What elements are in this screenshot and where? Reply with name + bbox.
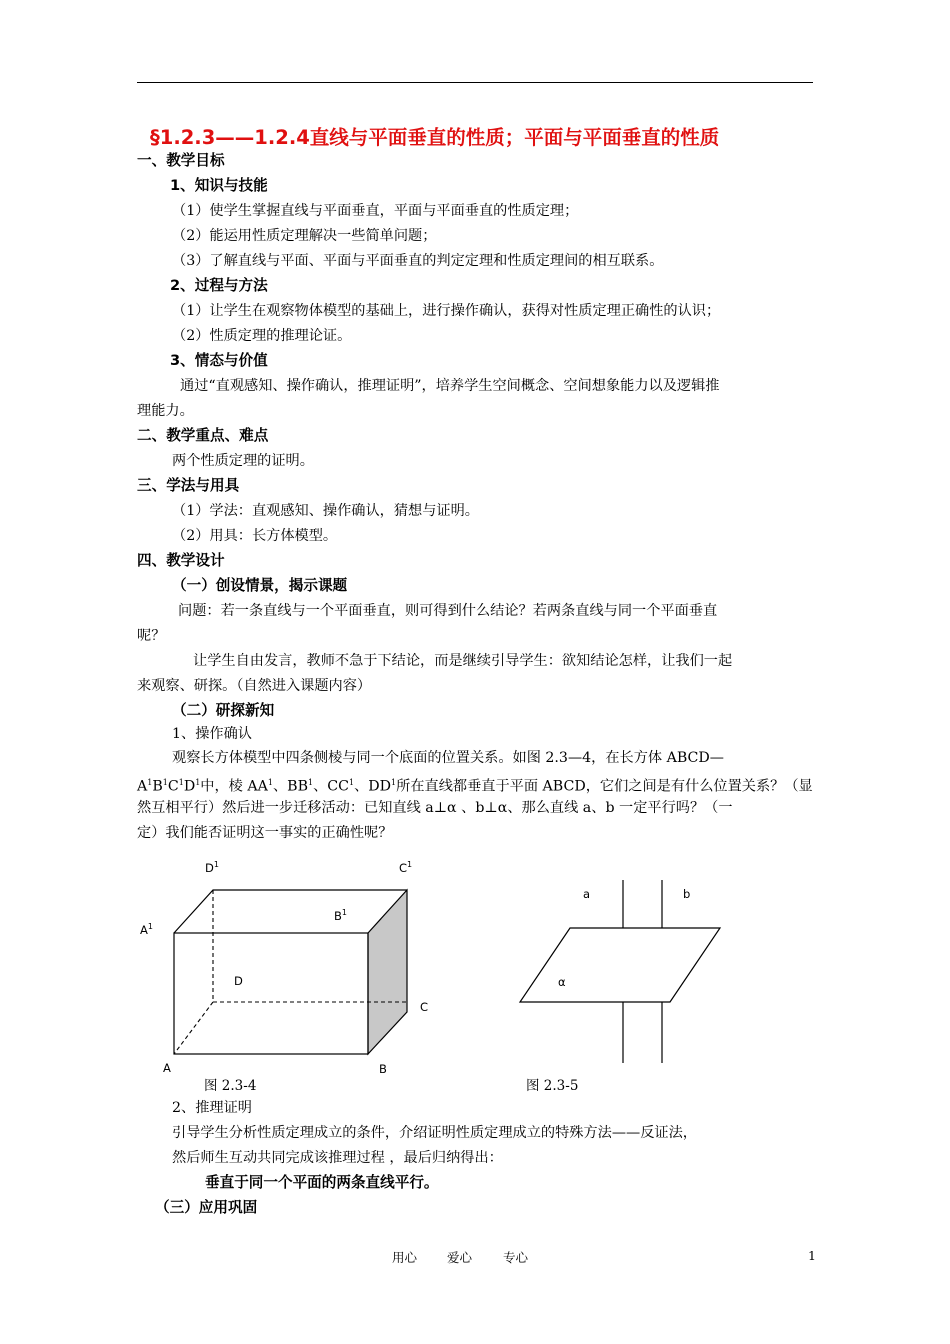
label-d1: $D^1$: [205, 860, 219, 875]
section-heading-1: 一、教学目标: [137, 152, 225, 169]
knowledge-item-1: （1）使学生掌握直线与平面垂直，平面与平面垂直的性质定理；: [172, 203, 579, 219]
key-points-text: 两个性质定理的证明。: [172, 453, 314, 469]
page-number: 1: [808, 1248, 816, 1263]
knowledge-item-2: （2）能运用性质定理解决一些简单问题；: [172, 228, 437, 244]
footer-mid: 爱心: [447, 1250, 473, 1265]
label-a: A: [163, 1061, 171, 1075]
process-heading: 2、过程与方法: [170, 277, 268, 294]
knowledge-heading: 1、知识与技能: [170, 177, 268, 194]
subsection-3-heading: （三）应用巩固: [155, 1199, 258, 1216]
method-item-1: （1）学法：直观感知、操作确认，猜想与证明。: [172, 503, 479, 519]
label-c1: $C^1$: [399, 860, 413, 875]
page-title: §1.2.3——1.2.4直线与平面垂直的性质；平面与平面垂直的性质: [150, 126, 720, 149]
footer-right: 专心: [503, 1250, 529, 1265]
label-c: C: [420, 1000, 429, 1014]
response-text-2: 来观察、研探。（自然进入课题内容）: [137, 678, 372, 694]
section-heading-2: 二、教学重点、难点: [137, 427, 269, 444]
method-item-2: （2）用具：长方体模型。: [172, 528, 338, 544]
section-heading-4: 四、教学设计: [137, 552, 225, 569]
figure-cuboid: [130, 850, 450, 1084]
label-d: D: [234, 974, 243, 988]
plane-alpha: [520, 928, 720, 1002]
cuboid-side-face: [368, 890, 407, 1054]
process-item-2: （2）性质定理的推理论证。: [172, 328, 352, 344]
label-alpha: α: [558, 975, 566, 989]
proof-text-1: 引导学生分析性质定理成立的条件，介绍证明性质定理成立的特殊方法——反证法，: [172, 1125, 697, 1141]
label-line-a: a: [583, 887, 591, 901]
question-text-1: 问题：若一条直线与一个平面垂直，则可得到什么结论？若两条直线与同一个平面垂直: [178, 603, 718, 619]
label-b: B: [379, 1062, 387, 1076]
observe-text-4: 定）我们能否证明这一事实的正确性呢？: [137, 825, 393, 841]
operation-heading: 1、操作确认: [172, 726, 252, 742]
figure-caption-1: 图 2.3-4: [204, 1078, 257, 1094]
process-item-1: （1）让学生在观察物体模型的基础上，进行操作确认，获得对性质定理正确性的认识；: [172, 303, 721, 319]
emotion-text-2: 理能力。: [137, 403, 194, 419]
cuboid-front-face: [174, 933, 368, 1054]
response-text-1: 让学生自由发言，教师不急于下结论，而是继续引导学生：欲知结论怎样，让我们一起: [193, 653, 733, 669]
knowledge-item-3: （3）了解直线与平面、平面与平面垂直的判定定理和性质定理间的相互联系。: [172, 253, 664, 269]
emotion-text-1: 通过“直观感知、操作确认，推理证明”，培养学生空间概念、空间想象能力以及逻辑推: [180, 378, 720, 394]
section-heading-3: 三、学法与用具: [137, 477, 240, 494]
subsection-2-heading: （二）研探新知: [172, 702, 275, 719]
emotion-heading: 3、情态与价值: [170, 352, 268, 369]
hidden-edge-diagonal: [174, 1002, 213, 1054]
plane-lines-diagram: [510, 870, 740, 1070]
proof-text-2: 然后师生互动共同完成该推理过程 ，最后归纳得出：: [172, 1150, 503, 1166]
label-a1: $A^1$: [140, 922, 153, 937]
question-text-2: 呢？: [137, 628, 166, 644]
cuboid-diagram: [130, 850, 450, 1080]
figure-plane-lines: [510, 870, 740, 1074]
observe-text-2: $A^1B^1C^1D^1$中，棱 $AA^1$、$BB^1$、$CC^1$、$DD^1$所在直线都垂直于平面 ABCD，它们之间是有什么位置关系？（显: [137, 778, 813, 795]
label-line-b: b: [683, 887, 691, 901]
theorem-conclusion: 垂直于同一个平面的两条直线平行。: [205, 1174, 439, 1191]
footer-left: 用心: [392, 1250, 418, 1265]
proof-heading: 2、推理证明: [172, 1100, 252, 1116]
header-rule: [137, 82, 813, 83]
label-b1: $B^1$: [334, 908, 347, 923]
observe-text-3: 然互相平行）然后进一步迁移活动：已知直线 a⊥α 、b⊥α、那么直线 a、b 一定平行吗？（一: [137, 800, 733, 816]
figure-caption-2: 图 2.3-5: [526, 1078, 579, 1094]
cuboid-top-edges: [174, 890, 407, 933]
subsection-1-heading: （一）创设情景，揭示课题: [172, 577, 348, 594]
observe-text-1: 观察长方体模型中四条侧棱与同一个底面的位置关系。如图 2.3—4，在长方体 ABCD—: [172, 750, 724, 766]
